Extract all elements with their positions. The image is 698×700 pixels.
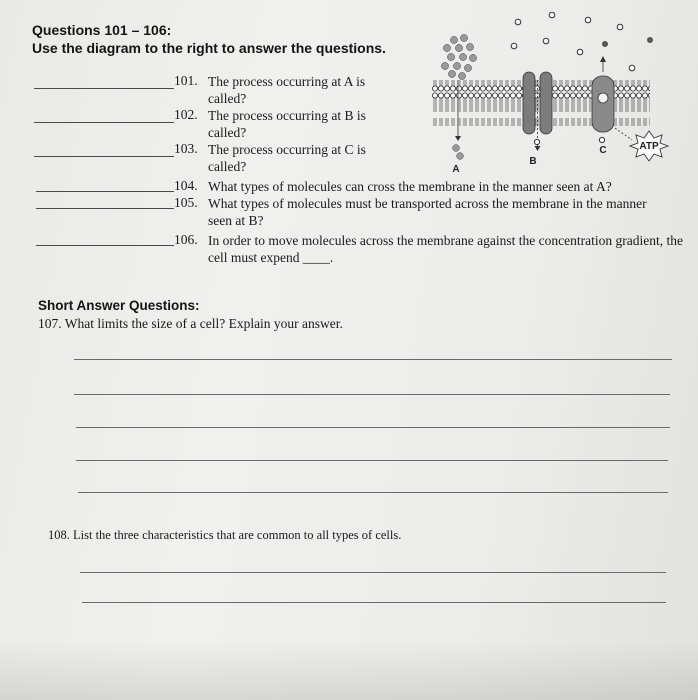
section-instructions: Use the diagram to the right to answer the questions.: [32, 40, 386, 56]
molecules-outside: [511, 12, 635, 71]
answer-line-107-1[interactable]: [74, 359, 672, 360]
question-text-103: The process occurring at C is called?: [208, 142, 366, 174]
question-text-105: What types of molecules must be transported across the membrane in the manner seen at B?: [208, 196, 647, 228]
answer-blank-104[interactable]: [36, 191, 174, 192]
question-108: 108. List the three characteristics that are common to all types of cells.: [48, 528, 402, 542]
answer-line-108-2[interactable]: [82, 602, 666, 603]
question-number-106: 106.: [174, 232, 198, 247]
answer-blank-101[interactable]: [34, 88, 174, 89]
question-text-104: What types of molecules can cross the membrane in the manner seen at A?: [208, 179, 612, 194]
molecule-cluster-outside: [441, 34, 476, 79]
molecules-outside-dark: [602, 37, 653, 47]
answer-line-107-4[interactable]: [76, 460, 668, 461]
question-text-102: The process occurring at B is called?: [208, 108, 366, 140]
answer-line-107-2[interactable]: [74, 394, 670, 395]
question-number-101: 101.: [174, 73, 198, 88]
label-b: B: [529, 156, 537, 167]
label-a: A: [452, 164, 460, 175]
answer-blank-105[interactable]: [36, 208, 174, 209]
answer-line-107-3[interactable]: [76, 427, 670, 428]
atp-label: ATP: [639, 141, 659, 152]
carrier-protein: [592, 56, 614, 132]
atp-starburst: [615, 128, 668, 161]
answer-blank-103[interactable]: [34, 156, 174, 157]
question-number-102: 102.: [174, 107, 198, 122]
label-c: C: [599, 145, 607, 156]
question-number-105: 105.: [174, 195, 198, 210]
answer-line-108-1[interactable]: [80, 572, 666, 573]
question-107: 107. What limits the size of a cell? Explain your answer.: [38, 316, 343, 331]
section-title: Questions 101 – 106:: [32, 22, 172, 38]
membrane-transport-diagram: [420, 0, 690, 180]
page-shadow: [0, 640, 698, 700]
question-number-104: 104.: [174, 178, 198, 193]
question-text-101: The process occurring at A is called?: [208, 74, 366, 106]
answer-blank-102[interactable]: [34, 122, 174, 123]
question-text-106: In order to move molecules across the membrane against the concentration gradient, the cell must expend ____.: [208, 233, 683, 265]
answer-line-107-5[interactable]: [78, 492, 668, 493]
answer-blank-106[interactable]: [36, 245, 174, 246]
short-answer-heading: Short Answer Questions:: [38, 298, 200, 313]
question-number-103: 103.: [174, 141, 198, 156]
